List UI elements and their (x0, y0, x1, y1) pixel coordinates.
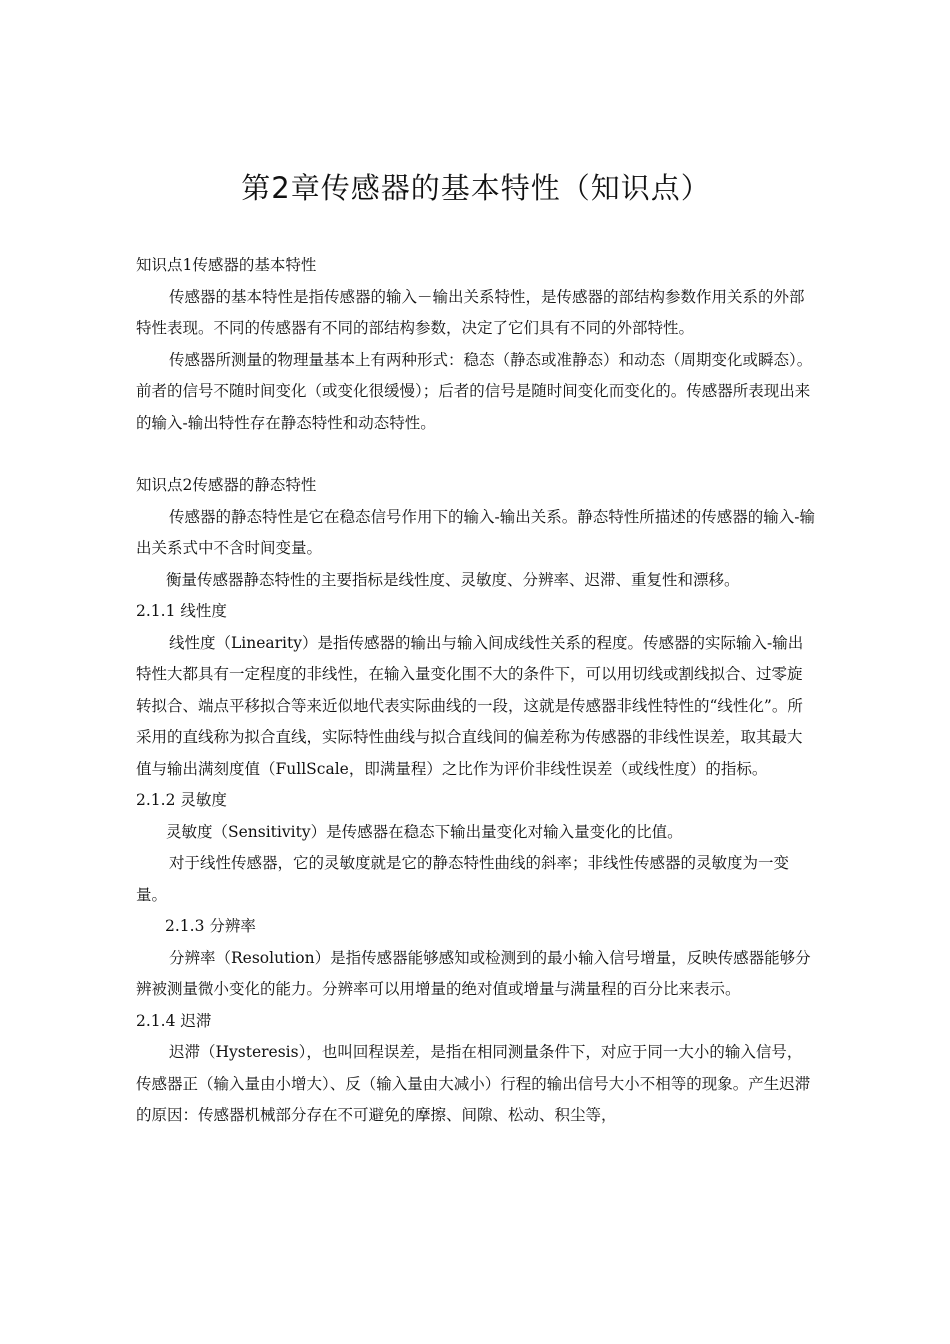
section-heading-kp1: 知识点1传感器的基本特性 (136, 256, 317, 274)
subsection-heading-2-1-2: 2.1.2 灵敏度 (136, 791, 227, 809)
spacer (136, 439, 816, 470)
paragraph: 灵敏度（Sensitivity）是传感器在稳态下输出量变化对输入量变化的比值。 (166, 822, 683, 841)
document-body (136, 250, 816, 1132)
paragraph: 传感器所测量的物理量基本上有两种形式：稳态（静态或准静态）和动态（周期变化或瞬态）。前者的信号不随时间变化（或变化很缓慢）；后者的信号是随时间变化而变化的。传感器所表现出来的输入-输出特性存在静态特性和动态特性。 (136, 350, 813, 432)
section-heading-kp2: 知识点2传感器的静态特性 (136, 476, 317, 494)
paragraph: 分辨率（Resolution）是指传感器能够感知或检测到的最小输入信号增量，反映传感器能够分辨被测量微小变化的能力。分辨率可以用增量的绝对值或增量与满量程的百分比来表示。 (136, 948, 811, 998)
page-title: 第2章传感器的基本特性（知识点） (241, 171, 711, 205)
paragraph: 传感器的基本特性是指传感器的输入－输出关系特性，是传感器的部结构参数作用关系的外部特性表现。不同的传感器有不同的部结构参数，决定了它们具有不同的外部特性。 (136, 287, 805, 337)
paragraph: 对于线性传感器，它的灵敏度就是它的静态特性曲线的斜率；非线性传感器的灵敏度为一变量。 (136, 854, 790, 904)
paragraph: 迟滞（Hysteresis），也叫回程误差，是指在相同测量条件下，对应于同一大小的输入信号，传感器正（输入量由小增大）、反（输入量由大减小）行程的输出信号大小不相等的现象。产生迟滞的原因：传感器机械部分存在不可避免的摩擦、间隙、松动、积尘等， (136, 1043, 811, 1124)
subsection-heading-2-1-1: 2.1.1 线性度 (136, 602, 227, 620)
paragraph: 传感器的静态特性是它在稳态信号作用下的输入-输出关系。静态特性所描述的传感器的输入-输出关系式中不含时间变量。 (136, 507, 815, 557)
paragraph: 线性度（Linearity）是指传感器的输出与输入间成线性关系的程度。传感器的实际输入-输出特性大都具有一定程度的非线性，在输入量变化围不大的条件下，可以用切线或割线拟合、过零旋转拟合、端点平移拟合等来近似地代表实际曲线的一段，这就是传感器非线性特性的“线性化”。所采用的直线称为拟合直线，实际特性曲线与拟合直线间的偏差称为传感器的非线性误差，取其最大值与输出满刻度值（FullScale，即满量程）之比作为评价非线性误差（或线性度）的指标。 (136, 633, 804, 778)
subsection-heading-2-1-4: 2.1.4 迟滞 (136, 1011, 212, 1030)
paragraph: 衡量传感器静态特性的主要指标是线性度、灵敏度、分辨率、迟滞、重复性和漂移。 (166, 570, 740, 589)
subsection-heading-2-1-3: 2.1.3 分辨率 (165, 917, 256, 935)
